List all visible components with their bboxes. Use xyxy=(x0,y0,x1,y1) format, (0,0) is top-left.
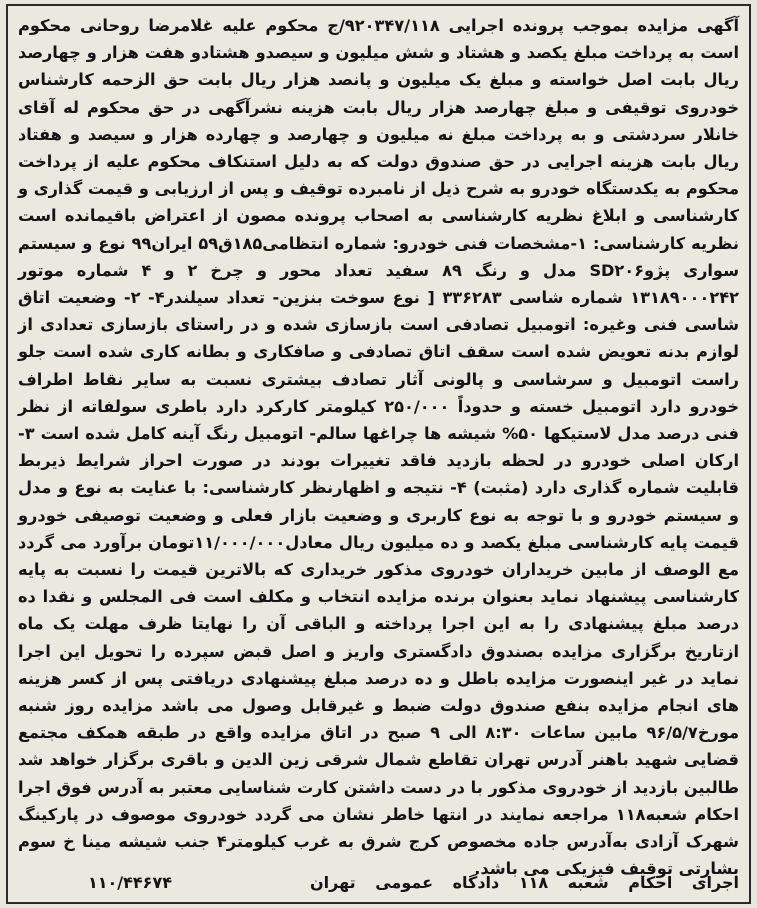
notice-footer xyxy=(18,872,739,894)
notice-number: ۱۱۰/۴۴۶۷۴ xyxy=(88,873,172,892)
notice-body-text: آگهی مزایده بموجب پرونده اجرایی ۹۲۰۳۴۷/۱۱۸/ج محکوم علیه غلامرضا روحانی محکوم است به پرداخت مبلغ یکصد و هشتاد و شش میلیون و سیصدو هشتادو هفت هزار و چهارصد ریال بابت اصل خواسته و مبلغ یک میلیون و پانصد هزار ریال بابت حق الزحمه کارشناس خودروی توقیفی و مبلغ چهارصد هزار ریال بابت هزینه نشرآگهی در حق محکوم له آقای خانلار سردشتی و به پرداخت مبلغ نه میلیون و چهارصد و چهارده هزار و سیصد و هفتاد ریال بابت هزینه اجرایی در حق صندوق دولت که به دلیل استنکاف محکوم علیه از پرداخت محکوم به یکدستگاه خودرو به شرح ذیل از نامبرده توقیف و پس از ارزیابی و قیمت گذاری و کارشناسی و ابلاغ نظریه کارشناسی به اصحاب پرونده مصون از اعتراض باقیمانده است نظریه کارشناسی: ۱-مشخصات فنی خودرو: شماره انتظامی۱۸۵ق۵۹ ایران۹۹ نوع و سیستم سواری پژوSD۲۰۶ مدل و رنگ ۸۹ سفید تعداد محور و چرخ ۲ و ۴ شماره موتور ۱۳۱۸۹۰۰۰۲۴۲ شماره شاسی ۳۳۶۲۸۳ [ نوع سوخت بنزین- تعداد سیلندر۴- ۲- وضعیت اتاق شاسی فنی وغیره: اتومبیل تصادفی است بازسازی شده و در راستای بازسازی تعدادی از لوازم بدنه تعویض شده است سقف اتاق تصادفی و صافکاری و بطانه کاری شده است جلو راست اتومبیل و سرشاسی و پالونی آثار تصادف بیشتری نسبت به سایر نقاط اطراف خودرو دارد اتومبیل خسته و حدوداً ۲۵۰/۰۰۰ کیلومتر کارکرد دارد باطری سولفاته از نظر فنی درصد مدل لاستیکها ۵۰% شیشه ها چراغها سالم- اتومبیل رنگ آینه کامل شده است ۳- ارکان اصلی خودرو در لحظه بازدید فاقد تغییرات بودند در صورت احراز شرایط ذیربط قابلیت شماره گذاری دارد (مثبت) ۴- نتیجه و اظهارنظر کارشناسی: با عنایت به نوع و مدل و سیستم خودرو و با توجه به نوع کاربری و وضعیت بازار فعلی و وضعیت توصیفی خودرو قیمت پایه کارشناسی مبلغ یکصد و ده میلیون ریال معادل۱۱/۰۰۰/۰۰۰تومان برآورد می گردد مع الوصف از مابین خریداران خودروی مذکور خریداری که بالاترین قیمت را نسبت به پایه کارشناسی پیشنهاد نماید بعنوان برنده مزایده انتخاب و مکلف است فی المجلس و نقدا ده درصد مبلغ پیشنهادی را به این اجرا پرداخته و الباقی آن را نهایتا ظرف مهلت یک ماه ازتاریخ برگزاری مزایده بصندوق دادگستری واریز و اصل قبض سپرده را تحویل این اجرا نماید در غیر اینصورت مزایده باطل و ده درصد مبلغ پیشنهادی دریافتی پس از کسر هزینه های انجام مزایده بنفع صندوق دولت ضبط و غیرقابل وصول می باشد مزایده روز شنبه مورخ۹۶/۵/۷ مابین ساعات ۸:۳۰ الی ۹ صبح در اتاق مزایده واقع در طبقه همکف مجتمع قضایی شهید باهنر آدرس تهران تقاطع شمال شرقی زین الدین و باقری برگزار خواهد شد طالبین بازدید از خودروی مذکور با در دست داشتن کارت شناسایی معتبر به آدرس فوق اجرا احکام شعبه۱۱۸ مراجعه نمایند در انتها خاطر نشان می گردد خودروی موصوف در پارکینگ شهرک آزادی به‌آدرس جاده مخصوص کرج شرق به غرب کیلومتر۴ جنب شیشه مینا خ سوم بشارتی توقیف فیزیکی می باشد. xyxy=(18,16,740,879)
notice-page xyxy=(6,4,751,904)
issuing-court: اجرای احکام شعبه ۱۱۸ دادگاه عمومی تهران xyxy=(309,873,739,892)
